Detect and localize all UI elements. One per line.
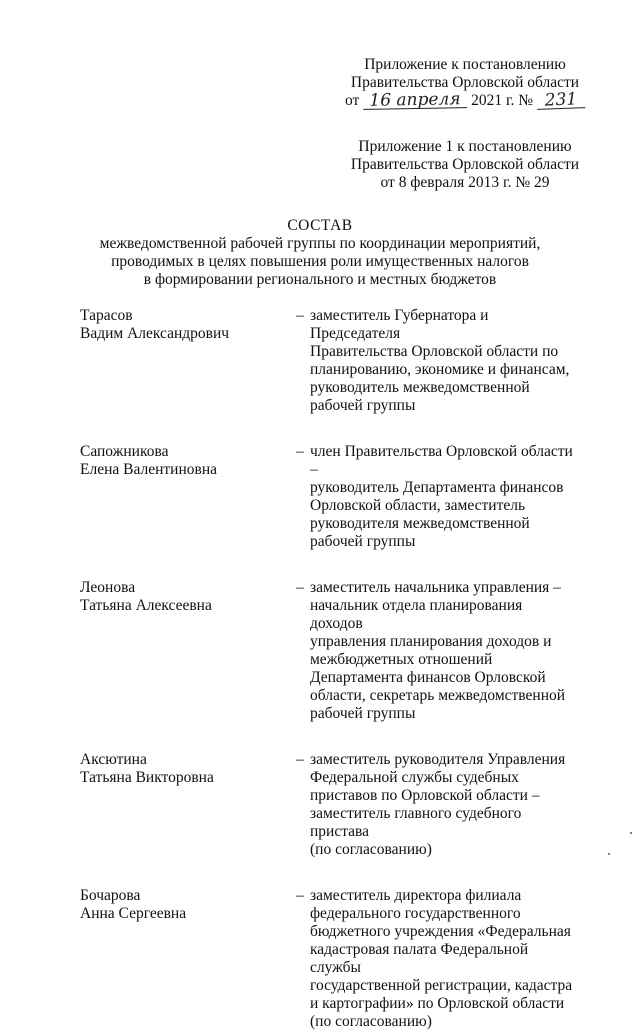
role-line: кадастровая палата Федеральной службы: [310, 941, 529, 976]
annex-header: [330, 56, 600, 110]
role-line: рабочей группы: [310, 533, 416, 550]
role-line: заместитель главного судебного пристава: [310, 805, 522, 840]
handwritten-number: 231: [537, 91, 586, 110]
member-surname: Бочарова: [80, 887, 141, 904]
member-given-names: Анна Сергеевна: [80, 905, 187, 922]
member-surname: Тарасов: [80, 307, 133, 324]
role-line: заместитель начальника управления –: [310, 579, 561, 596]
role-line: заместитель руководителя Управления: [310, 751, 566, 768]
member-name: [80, 579, 290, 723]
annex-ref-line-2: Правительства Орловской области: [350, 156, 580, 173]
annex-line-1: Приложение к постановлению: [364, 56, 566, 73]
member-surname: Леонова: [80, 579, 136, 596]
member-role: [310, 751, 575, 859]
role-line: межбюджетных отношений: [310, 651, 493, 668]
member-name: [80, 307, 290, 415]
role-line: государственной регистрации, кадастра: [310, 977, 573, 994]
members-list: [80, 307, 580, 1031]
role-line: руководитель Департамента финансов: [310, 479, 564, 496]
role-line: и картографии» по Орловской области: [310, 995, 565, 1012]
date-suffix: 2021 г. №: [471, 92, 534, 109]
member-dash: –: [296, 579, 304, 596]
member-dash: –: [296, 443, 304, 460]
member-entry: [80, 579, 580, 723]
role-line: бюджетного учреждения «Федеральная: [310, 923, 571, 940]
member-role: [310, 887, 575, 1031]
member-entry: [80, 307, 580, 415]
annex-line-2: Правительства Орловской области: [350, 74, 580, 91]
member-given-names: Татьяна Викторовна: [80, 769, 214, 786]
member-dash: –: [296, 887, 304, 904]
role-line: руководитель межведомственной: [310, 379, 530, 396]
annex-reference: [330, 138, 600, 192]
role-line: Правительства Орловской области по: [310, 343, 559, 360]
member-surname: Аксютина: [80, 751, 147, 768]
role-line: рабочей группы: [310, 397, 416, 414]
title-line-1: межведомственной рабочей группы по координации мероприятий,: [99, 235, 541, 252]
annex-date-line: [330, 89, 600, 111]
title-line-3: в формировании регионального и местных бюджетов: [143, 271, 497, 288]
role-line: области, секретарь межведомственной: [310, 687, 566, 704]
scan-speck: [608, 853, 610, 855]
member-entry: [80, 751, 580, 859]
member-name: [80, 751, 290, 859]
role-line: член Правительства Орловской области –: [310, 443, 573, 478]
member-role: [310, 579, 575, 723]
member-given-names: Вадим Александрович: [80, 325, 230, 342]
role-line: руководителя межведомственной: [310, 515, 530, 532]
member-name: [80, 887, 290, 1031]
annex-ref-line-1: Приложение 1 к постановлению: [358, 138, 572, 155]
role-line: приставов по Орловской области –: [310, 787, 540, 804]
title-heading: СОСТАВ: [287, 217, 353, 234]
member-dash: –: [296, 751, 304, 768]
role-line: Орловской области, заместитель: [310, 497, 526, 514]
role-line: начальник отдела планирования доходов: [310, 597, 523, 632]
role-line: рабочей группы: [310, 705, 416, 722]
member-entry: [80, 443, 580, 551]
member-given-names: Елена Валентиновна: [80, 461, 218, 478]
role-line: планированию, экономике и финансам,: [310, 361, 570, 378]
annex-ref-line-3: от 8 февраля 2013 г. № 29: [380, 174, 550, 191]
role-line: (по согласованию): [310, 1013, 432, 1030]
role-line: заместитель директора филиала: [310, 887, 522, 904]
member-dash: –: [296, 307, 304, 324]
member-given-names: Татьяна Алексеевна: [80, 597, 212, 614]
role-line: управления планирования доходов и: [310, 633, 552, 650]
role-line: Департамента финансов Орловской: [310, 669, 546, 686]
member-surname: Сапожникова: [80, 443, 169, 460]
role-line: федерального государственного: [310, 905, 521, 922]
document-title: [40, 217, 600, 289]
role-line: заместитель Губернатора и Председателя: [310, 307, 489, 342]
role-line: Федеральной службы судебных: [310, 769, 519, 786]
member-name: [80, 443, 290, 551]
member-entry: [80, 887, 580, 1031]
scan-speck: [630, 832, 632, 834]
date-prefix: от: [345, 92, 360, 109]
member-role: [310, 443, 575, 551]
handwritten-date: 16 апреля: [363, 91, 467, 110]
title-line-2: проводимых в целях повышения роли имущественных налогов: [111, 253, 529, 270]
member-role: [310, 307, 575, 415]
role-line: (по согласованию): [310, 841, 432, 858]
